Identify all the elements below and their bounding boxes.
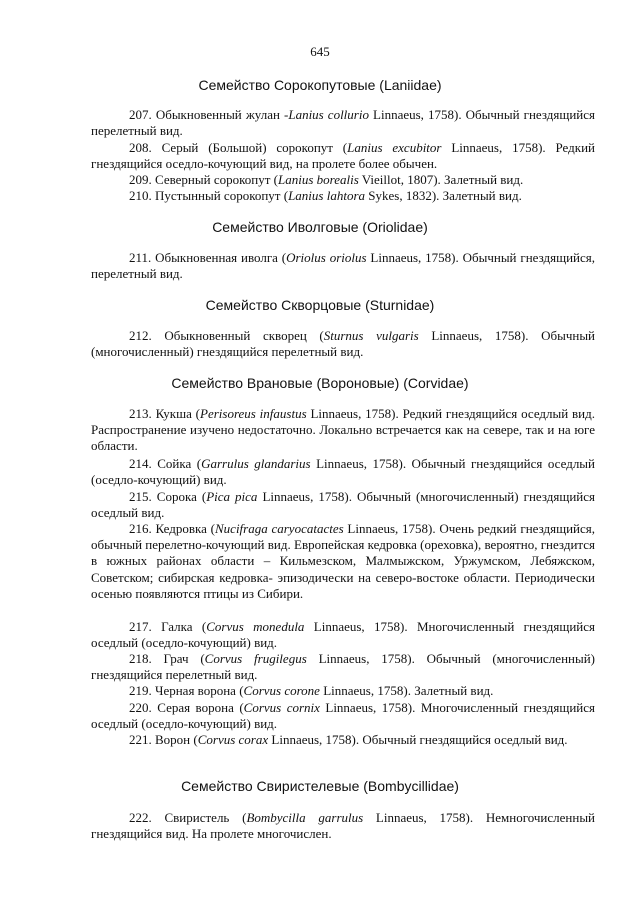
species-entry-213: 213. Кукша (Perisoreus infaustus Linnaeus, 1758). Редкий гнездящийся оседлый вид. Распространение изучено недостаточно. Локально встречается как на севере, так и на юге области. bbox=[91, 406, 595, 454]
species-entry-222: 222. Свиристель (Bombycilla garrulus Linnaeus, 1758). Немногочисленный гнездящийся вид. На пролете многочислен. bbox=[91, 810, 596, 842]
species-entry-214: 214. Сойка (Garrulus glandarius Linnaeus, 1758). Обычный гнездящийся оседлый (оседло-кочующий) вид. bbox=[91, 456, 595, 488]
species-entry-215: 215. Сорока (Pica pica Linnaeus, 1758). Обычный (многочисленный) гнездящийся оседлый вид. bbox=[91, 489, 595, 521]
species-entry-207: 207. Обыкновенный жулан -Lanius collurio Linnaeus, 1758). Обычный гнездящийся перелетный вид. bbox=[91, 107, 595, 139]
species-entry-216: 216. Кедровка (Nucifraga caryocatactes Linnaeus, 1758). Очень редкий гнездящийся, обычный перелетно-кочующий вид. Европейская кедровка (ореховка), вероятно, гнездится в южных районах области – Кильмезском, Малмыжском, Уржумском, Лебяжском, Советском; сибирская кедровка- эпизодически на северо-востоке области. Периодически осенью появляются птицы из Сибири. bbox=[91, 521, 595, 601]
species-entry-210: 210. Пустынный сорокопут (Lanius lahtora Sykes, 1832). Залетный вид. bbox=[129, 188, 522, 203]
family-heading-laniidae: Семейство Сорокопутовые (Laniidae) bbox=[198, 77, 442, 93]
species-entry-211: 211. Обыкновенная иволга (Oriolus oriolus Linnaeus, 1758). Обычный гнездящийся, перелетный вид. bbox=[91, 250, 596, 282]
family-heading-corvidae: Семейство Врановые (Вороновые) (Corvidae) bbox=[171, 375, 469, 391]
page-number: 645 bbox=[310, 44, 330, 59]
species-entry-209: 209. Северный сорокопут (Lanius borealis Vieillot, 1807). Залетный вид. bbox=[129, 172, 524, 187]
species-entry-208: 208. Серый (Большой) сорокопут (Lanius excubitor Linnaeus, 1758). Редкий гнездящийся оседло-кочующий вид, на пролете более обычен. bbox=[91, 140, 595, 172]
family-heading-bombycillidae: Семейство Свиристелевые (Bombycillidae) bbox=[181, 778, 459, 794]
species-entry-217: 217. Галка (Corvus monedula Linnaeus, 1758). Многочисленный гнездящийся оседлый (оседло-кочующий) вид. bbox=[91, 619, 596, 651]
species-entry-220: 220. Серая ворона (Corvus cornix Linnaeus, 1758). Многочисленный гнездящийся оседлый (оседло-кочующий) вид. bbox=[91, 700, 595, 732]
species-entry-221: 221. Ворон (Corvus corax Linnaeus, 1758). Обычный гнездящийся оседлый вид. bbox=[129, 732, 568, 747]
family-heading-sturnidae: Семейство Скворцовые (Sturnidae) bbox=[205, 297, 435, 313]
species-entry-212: 212. Обыкновенный скворец (Sturnus vulgaris Linnaeus, 1758). Обычный (многочисленный) гнездящийся перелетный вид. bbox=[91, 328, 596, 360]
species-entry-219: 219. Черная ворона (Corvus corone Linnaeus, 1758). Залетный вид. bbox=[129, 683, 494, 698]
family-heading-oriolidae: Семейство Иволговые (Oriolidae) bbox=[212, 219, 428, 235]
species-entry-218: 218. Грач (Corvus frugilegus Linnaeus, 1758). Обычный (многочисленный) гнездящийся перелетный вид. bbox=[91, 651, 595, 683]
